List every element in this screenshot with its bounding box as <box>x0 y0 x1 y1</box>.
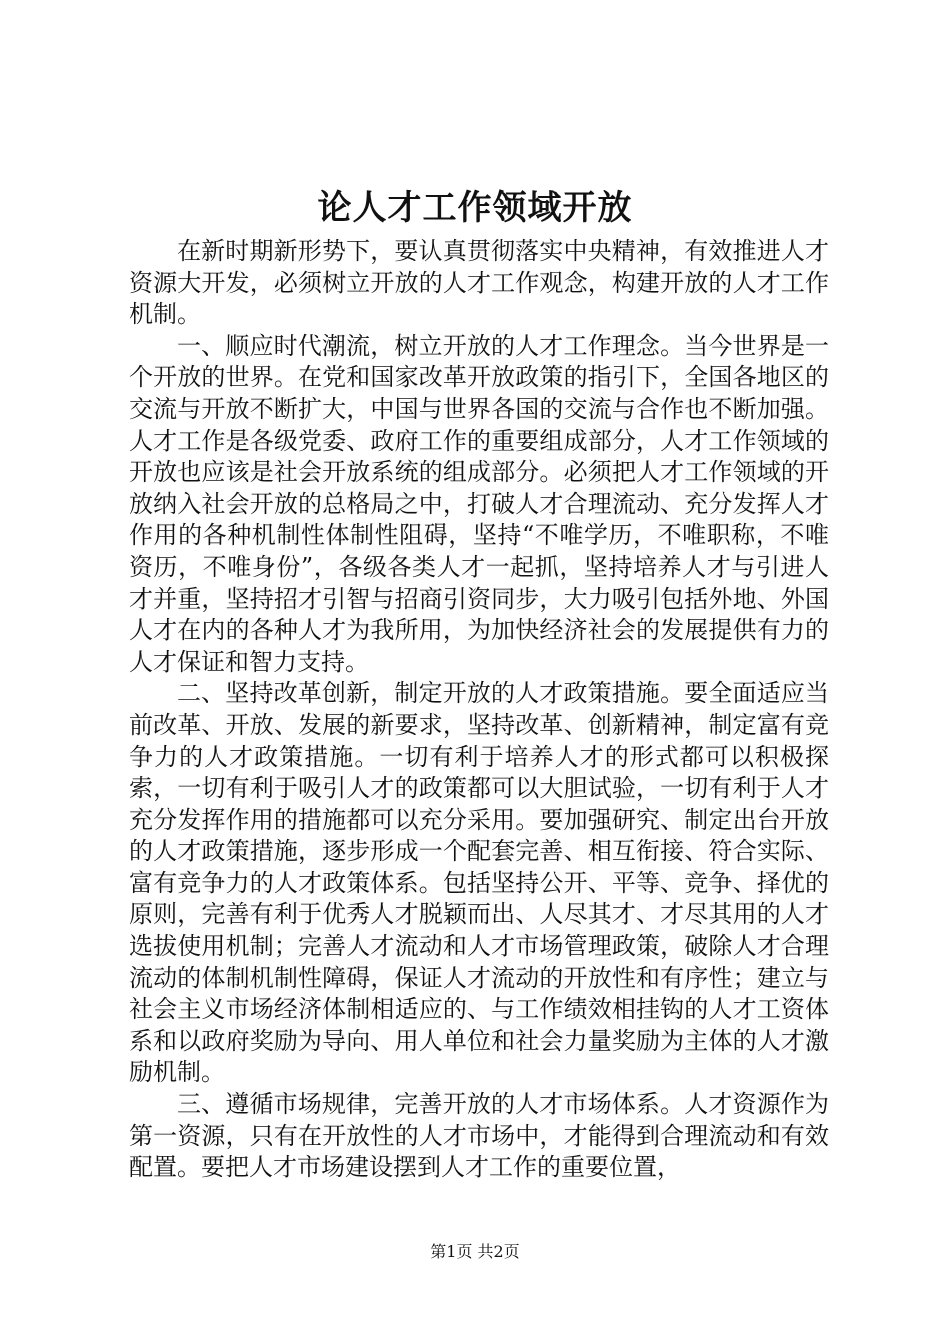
paragraph-section-2: 二、坚持改革创新，制定开放的人才政策措施。要全面适应当前改革、开放、发展的新要求，坚持改革、创新精神，制定富有竞争力的人才政策措施。一切有利于培养人才的形式都可以积极探索，一切有利于吸引人才的政策都可以大胆试验，一切有利于人才充分发挥作用的措施都可以充分采用。要加强研究、制定出台开放的人才政策措施，逐步形成一个配套完善、相互衔接、符合实际、富有竞争力的人才政策体系。包括坚持公开、平等、竞争、择优的原则，完善有利于优秀人才脱颖而出、人尽其才、才尽其用的人才选拔使用机制；完善人才流动和人才市场管理政策，破除人才合理流动的体制机制性障碍，保证人才流动的开放性和有序性；建立与社会主义市场经济体制相适应的、与工作绩效相挂钩的人才工资体系和以政府奖励为导向、用人单位和社会力量奖励为主体的人才激励机制。 <box>129 679 829 1087</box>
paragraph-intro: 在新时期新形势下，要认真贯彻落实中央精神，有效推进人才资源大开发，必须树立开放的人才工作观念，构建开放的人才工作机制。 <box>129 237 829 329</box>
document-body <box>129 236 829 1184</box>
document-title: 论人才工作领域开放 <box>317 188 633 228</box>
paragraph-section-3: 三、遵循市场规律，完善开放的人才市场体系。人才资源作为第一资源，只有在开放性的人才市场中，才能得到合理流动和有效配置。要把人才市场建设摆到人才工作的重要位置， <box>129 1090 829 1182</box>
paragraph-section-1: 一、顺应时代潮流，树立开放的人才工作理念。当今世界是一个开放的世界。在党和国家改革开放政策的指引下，全国各地区的交流与开放不断扩大，中国与世界各国的交流与合作也不断加强。人才工作是各级党委、政府工作的重要组成部分，人才工作领域的开放也应该是社会开放系统的组成部分。必须把人才工作领域的开放纳入社会开放的总格局之中，打破人才合理流动、充分发挥人才作用的各种机制性体制性阻碍，坚持“不唯学历，不唯职称，不唯资历，不唯身份”，各级各类人才一起抓，坚持培养人才与引进人才并重，坚持招才引智与招商引资同步，大力吸引包括外地、外国人才在内的各种人才为我所用，为加快经济社会的发展提供有力的人才保证和智力支持。 <box>129 331 829 676</box>
page-number-footer: 第1页 共2页 <box>430 1242 520 1261</box>
